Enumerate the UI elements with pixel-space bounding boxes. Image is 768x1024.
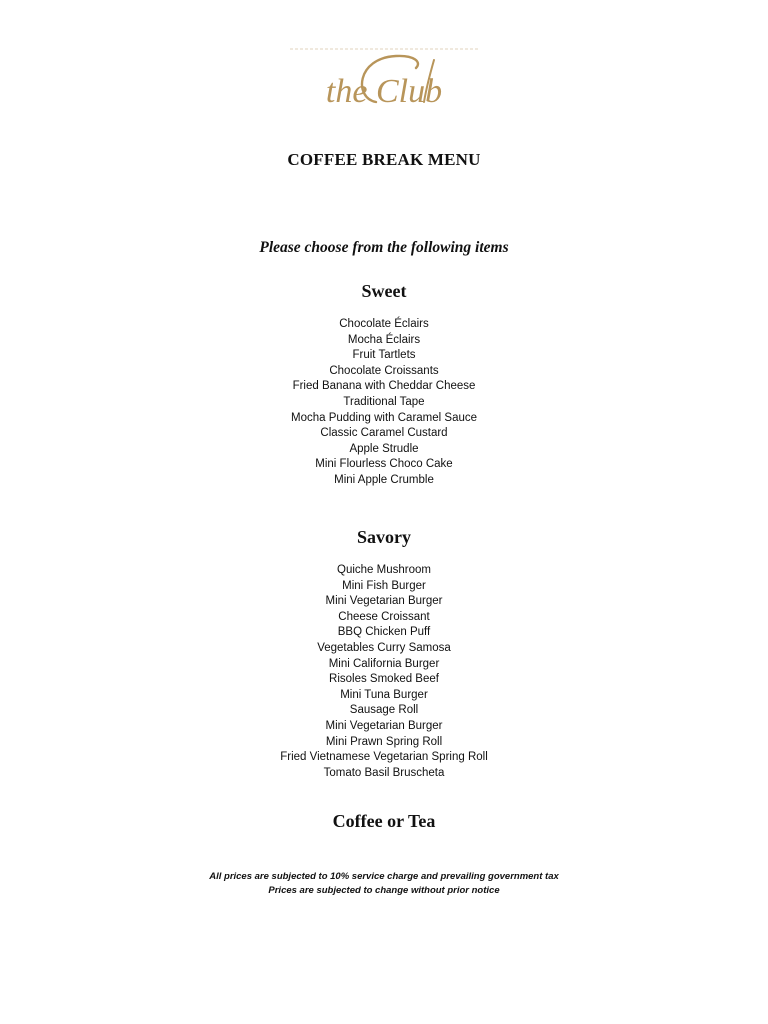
list-item: Quiche Mushroom	[337, 564, 431, 576]
list-item: Chocolate Éclairs	[339, 318, 429, 330]
menu-title: COFFEE BREAK MENU	[287, 150, 481, 169]
list-item: Fruit Tartlets	[352, 349, 416, 362]
list-item: Risoles Smoked Beef	[329, 673, 439, 686]
list-item: Fried Vietnamese Vegetarian Spring Roll	[280, 751, 488, 764]
list-item: Mocha Pudding with Caramel Sauce	[290, 411, 478, 424]
list-item: Mini Fish Burger	[342, 579, 426, 592]
price-notice	[0, 870, 768, 898]
price-change-notice: Prices are subjected to change without prior notice	[268, 885, 500, 896]
list-item: Classic Caramel Custard	[320, 427, 448, 440]
list-item: Mini Prawn Spring Roll	[325, 735, 443, 748]
list-item: Vegetables Curry Samosa	[317, 641, 451, 654]
section-heading-sweet: Sweet	[361, 281, 407, 301]
list-item: Cheese Croissant	[338, 610, 430, 623]
list-item: Mini Vegetarian Burger	[325, 719, 443, 732]
list-item: Apple Strudle	[349, 442, 419, 455]
menu-subtitle: Please choose from the following items	[259, 239, 509, 256]
list-item: Mini Tuna Burger	[340, 688, 428, 701]
list-item: Mini Flourless Choco Cake	[315, 458, 453, 471]
list-item: Traditional Tape	[343, 395, 425, 408]
sweet-items-list	[0, 317, 768, 489]
list-item: Mini California Burger	[328, 657, 440, 670]
savory-items-list	[0, 563, 768, 781]
service-charge-notice: All prices are subjected to 10% service charge and prevailing government tax	[209, 871, 559, 882]
list-item: BBQ Chicken Puff	[337, 626, 431, 639]
list-item: Mini Apple Crumble	[334, 473, 434, 486]
club-logo	[284, 40, 484, 118]
section-heading-savory: Savory	[357, 527, 411, 547]
list-item: Fried Banana with Cheddar Cheese	[292, 380, 476, 393]
section-heading-coffee-or-tea: Coffee or Tea	[332, 811, 436, 831]
list-item: Sausage Roll	[349, 704, 419, 717]
list-item: Mocha Éclairs	[347, 333, 421, 346]
list-item: Tomato Basil Bruscheta	[323, 766, 445, 779]
svg-text:the Club: the Club	[325, 73, 443, 110]
list-item: Chocolate Croissants	[329, 364, 439, 377]
list-item: Mini Vegetarian Burger	[325, 595, 443, 608]
